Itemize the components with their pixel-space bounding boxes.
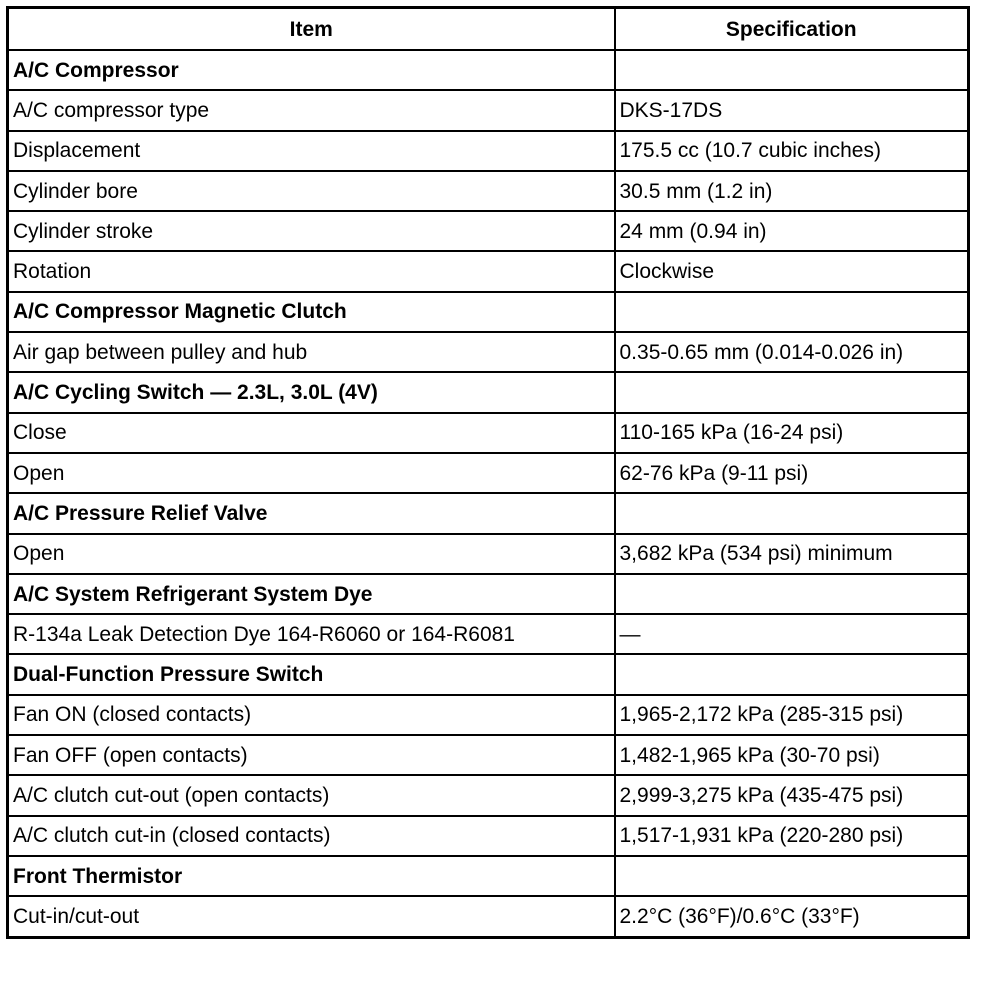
item-cell: Close [8,413,615,453]
section-title: Front Thermistor [8,856,615,896]
item-cell: Cylinder bore [8,171,615,211]
spec-cell: 2,999-3,275 kPa (435-475 psi) [615,775,969,815]
spec-cell: 110-165 kPa (16-24 psi) [615,413,969,453]
section-title: Dual-Function Pressure Switch [8,654,615,694]
item-cell: Fan ON (closed contacts) [8,695,615,735]
table-row [8,211,969,251]
spec-cell: Clockwise [615,251,969,291]
spec-cell: 1,965-2,172 kPa (285-315 psi) [615,695,969,735]
table-row [8,775,969,815]
item-cell: R-134a Leak Detection Dye 164-R6060 or 164-R6081 [8,614,615,654]
header-row [8,8,969,51]
section-title: A/C Compressor Magnetic Clutch [8,292,615,332]
item-cell: Cylinder stroke [8,211,615,251]
spec-page [6,6,970,939]
spec-cell [615,292,969,332]
table-row [8,896,969,937]
spec-cell [615,372,969,412]
spec-cell: DKS-17DS [615,90,969,130]
section-title: A/C Pressure Relief Valve [8,493,615,533]
section-row [8,493,969,533]
spec-cell: — [615,614,969,654]
spec-cell [615,50,969,90]
specification-table [6,6,970,939]
spec-cell [615,574,969,614]
spec-cell: 2.2°C (36°F)/0.6°C (33°F) [615,896,969,937]
table-row [8,413,969,453]
spec-cell: 24 mm (0.94 in) [615,211,969,251]
spec-cell: 30.5 mm (1.2 in) [615,171,969,211]
table-row [8,332,969,372]
spec-cell [615,856,969,896]
table-row [8,131,969,171]
spec-cell: 0.35-0.65 mm (0.014-0.026 in) [615,332,969,372]
section-row [8,856,969,896]
table-row [8,695,969,735]
item-cell: Displacement [8,131,615,171]
table-row [8,251,969,291]
section-row [8,50,969,90]
spec-cell [615,493,969,533]
section-row [8,372,969,412]
section-row [8,654,969,694]
table-row [8,816,969,856]
spec-cell: 3,682 kPa (534 psi) minimum [615,534,969,574]
table-row [8,735,969,775]
table-row [8,453,969,493]
section-title: A/C Compressor [8,50,615,90]
item-cell: Air gap between pulley and hub [8,332,615,372]
item-cell: Fan OFF (open contacts) [8,735,615,775]
section-title: A/C Cycling Switch — 2.3L, 3.0L (4V) [8,372,615,412]
item-cell: Open [8,534,615,574]
item-cell: A/C clutch cut-in (closed contacts) [8,816,615,856]
spec-cell: 1,482-1,965 kPa (30-70 psi) [615,735,969,775]
specification-column-header: Specification [615,8,969,51]
spec-cell: 175.5 cc (10.7 cubic inches) [615,131,969,171]
item-cell: Cut-in/cut-out [8,896,615,937]
item-cell: Open [8,453,615,493]
item-cell: Rotation [8,251,615,291]
section-row [8,574,969,614]
section-title: A/C System Refrigerant System Dye [8,574,615,614]
item-cell: A/C compressor type [8,90,615,130]
item-column-header: Item [8,8,615,51]
section-row [8,292,969,332]
spec-cell: 62-76 kPa (9-11 psi) [615,453,969,493]
table-row [8,614,969,654]
spec-cell: 1,517-1,931 kPa (220-280 psi) [615,816,969,856]
table-row [8,90,969,130]
spec-cell [615,654,969,694]
table-row [8,171,969,211]
table-row [8,534,969,574]
item-cell: A/C clutch cut-out (open contacts) [8,775,615,815]
